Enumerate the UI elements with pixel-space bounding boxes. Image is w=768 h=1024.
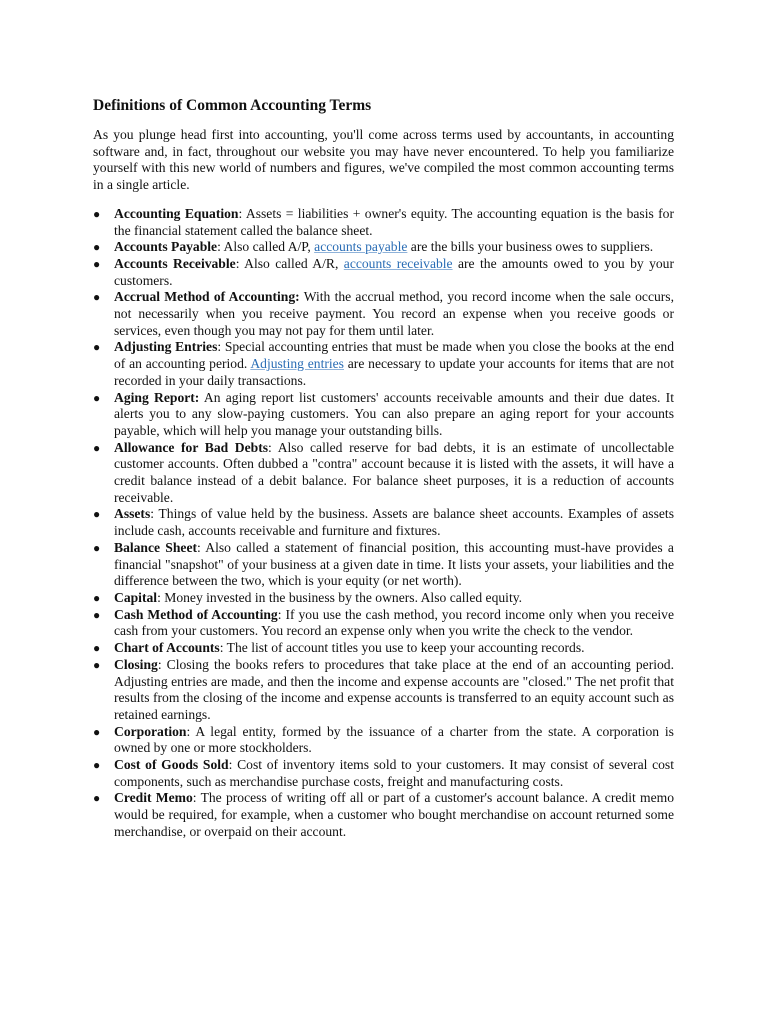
term-definition: Assets = liabilities + owner's equity. The accounting equation is the basis for the financial statement called the balance sheet.: [114, 205, 674, 238]
bullet-icon: ●: [93, 607, 101, 622]
list-item: ● Accounts Receivable: Also called A/R, accounts receivable are the amounts owed to you by your customers.: [93, 255, 674, 288]
list-item: ● Cash Method of Accounting: If you use the cash method, you record income only when you receive cash from your customers. You record an expense only when you write the check to the vendor.: [93, 606, 674, 639]
term-label: Credit Memo: [114, 790, 193, 806]
term-label: Assets: [114, 506, 151, 522]
list-item: ● Credit Memo: The process of writing off all or part of a customer's account balance. A credit memo would be required, for example, when a customer who bought merchandise on account returned some merchandise, or overpaid on their account.: [93, 790, 674, 839]
term-label: Accounting Equation: [114, 205, 239, 221]
bullet-icon: ●: [93, 256, 101, 271]
term-definition-continued: are the bills your business owes to suppliers.: [407, 239, 654, 255]
term-definition: Money invested in the business by the owners. Also called equity.: [164, 589, 523, 605]
list-item: [93, 390, 674, 440]
term-definition: Also called A/P,: [223, 239, 315, 255]
term-label: Adjusting Entries: [114, 339, 218, 355]
term-label: Capital: [114, 589, 158, 605]
term-label: Allowance for Bad Debts: [114, 439, 269, 455]
list-item: ● Balance Sheet: Also called a statement of financial position, this accounting must-have provides a financial "snapshot" of your business at a given date in time. It lists your assets, your liabilities and the difference between the two, which is your equity (or net worth).: [93, 539, 674, 589]
term-definition: Special accounting entries that must be made when you close the books at the end of an accounting period.: [114, 339, 674, 372]
term-label: Balance Sheet: [114, 539, 198, 555]
term-definition: Closing the books refers to procedures that take place at the end of an accounting period. Adjusting entries are made, and then the income and expense accounts are "closed." The net profit that results from the closing of the income and expense accounts is transferred to an equity account such as retained earnings.: [114, 656, 674, 722]
term-definition: The list of account titles you use to keep your accounting records.: [226, 640, 585, 656]
bullet-icon: ●: [93, 390, 101, 405]
list-item: ● Corporation: A legal entity, formed by the issuance of a charter from the state. A corporation is owned by one or more stockholders.: [93, 723, 674, 756]
bullet-icon: ●: [93, 758, 101, 773]
term-definition: Cost of inventory items sold to your customers. It may consist of several cost components, such as merchandise purchase costs, freight and manufacturing costs.: [114, 757, 674, 789]
bullet-icon: ●: [93, 440, 101, 455]
term-definition: Things of value held by the business. Assets are balance sheet accounts. Examples of assets include cash, accounts receivable and furniture and fixtures.: [114, 506, 674, 539]
bullet-icon: ●: [93, 240, 101, 255]
term-label: Accrual Method of Accounting:: [114, 289, 300, 305]
term-label: Accounts Payable: [114, 239, 218, 255]
list-item: ● Capital: Money invested in the business by the owners. Also called equity.: [93, 589, 523, 605]
definition-link[interactable]: accounts payable: [314, 239, 408, 255]
list-item: ● Assets: Things of value held by the business. Assets are balance sheet accounts. Examples of assets include cash, accounts receivable and furniture and fixtures.: [93, 506, 674, 539]
bullet-icon: ●: [93, 724, 101, 739]
list-item: [93, 289, 674, 339]
list-item: ● Closing: Closing the books refers to procedures that take place at the end of an accounting period. Adjusting entries are made, and then the income and expense accounts are "closed." The net profit that results from the closing of the income and expense accounts is transferred to an equity account such as retained earnings.: [93, 656, 674, 722]
list-item: ● Accounting Equation: Assets = liabilities + owner's equity. The accounting equation is the basis for the financial statement called the balance sheet.: [93, 205, 674, 238]
page-title: Definitions of Common Accounting Terms: [93, 97, 372, 114]
term-label: Cash Method of Accounting: [114, 606, 278, 622]
intro-paragraph: As you plunge head first into accounting, you'll come across terms used by accountants, in accounting software and, in fact, throughout our website you may have never encountered. To help you familiarize yourself with this new world of numbers and figures, we've compiled the most common accounting terms in a single article.: [93, 127, 674, 193]
term-definition: A legal entity, formed by the issuance of a charter from the state. A corporation is owned by one or more stockholders.: [114, 723, 674, 756]
term-definition: Also called a statement of financial position, this accounting must-have provides a financial "snapshot" of your business at a given date in time. It lists your assets, your liabilities and the difference between the two, which is your equity (or net worth).: [114, 539, 674, 589]
bullet-icon: ●: [93, 290, 101, 305]
list-item: ● Allowance for Bad Debts: Also called reserve for bad debts, it is an estimate of uncollectable customer accounts. Often dubbed a "contra" account because it is listed with the assets, it will have a credit balance instead of a debit balance. For balance sheet purposes, it is a reduction of accounts receivable.: [93, 439, 675, 505]
term-definition: An aging report list customers' accounts receivable amounts and their due dates. It alerts you to any slow-paying customers. You can also prepare an aging report for your accounts payable, which will help you manage your outstanding bills.: [114, 389, 674, 438]
term-label: Chart of Accounts: [114, 640, 220, 656]
term-label: Accounts Receivable: [114, 255, 236, 271]
term-definition: With the accrual method, you record income when the sale occurs, not necessarily when you receive payment. You record an expense when you receive goods or services, even though you may not pay for them until later.: [114, 289, 674, 338]
bullet-icon: ●: [93, 657, 101, 672]
bullet-icon: ●: [93, 340, 101, 355]
list-item: ● Cost of Goods Sold: Cost of inventory items sold to your customers. It may consist of several cost components, such as merchandise purchase costs, freight and manufacturing costs.: [93, 757, 674, 789]
list-item: ● Chart of Accounts: The list of account titles you use to keep your accounting records.: [93, 640, 585, 656]
bullet-icon: ●: [93, 206, 101, 221]
term-label: Closing: [114, 656, 158, 672]
bullet-icon: ●: [93, 507, 101, 522]
list-item: ● Adjusting Entries: Special accounting entries that must be made when you close the books at the end of an accounting period. Adjusting entries are necessary to update your accounts for items that are not recorded in your daily transactions.: [93, 339, 675, 388]
term-definition: If you use the cash method, you record income only when you receive cash from your customers. You record an expense only when you write the check to the vendor.: [114, 606, 674, 639]
definition-link[interactable]: accounts receivable: [343, 255, 453, 271]
term-definition: Also called A/R,: [244, 255, 344, 271]
list-item: ● Accounts Payable: Also called A/P, accounts payable are the bills your business owes to suppliers.: [93, 239, 654, 255]
term-definition-continued: are necessary to update your accounts for items that are not recorded in your daily transactions.: [114, 356, 675, 388]
term-label: Corporation: [114, 723, 187, 739]
term-label: Aging Report:: [114, 389, 200, 405]
bullet-icon: ●: [93, 641, 101, 656]
term-definition: Also called reserve for bad debts, it is an estimate of uncollectable customer accounts. Often dubbed a "contra" account because it is listed with the assets, it will have a credit balance instead of a debit balance. For balance sheet purposes, it is a reduction of accounts receivable.: [114, 439, 675, 505]
bullet-icon: ●: [93, 590, 101, 605]
bullet-icon: ●: [93, 791, 101, 806]
terms-list: [93, 206, 674, 841]
term-definition-continued: are the amounts owed to you by your customers.: [114, 255, 674, 288]
term-label: Cost of Goods Sold: [114, 757, 229, 773]
term-definition: The process of writing off all or part of a customer's account balance. A credit memo would be required, for example, when a customer who bought merchandise on account returned some merchandise, or overpaid on their account.: [114, 790, 674, 839]
bullet-icon: ●: [93, 540, 101, 555]
definition-link[interactable]: Adjusting entries: [250, 356, 344, 372]
